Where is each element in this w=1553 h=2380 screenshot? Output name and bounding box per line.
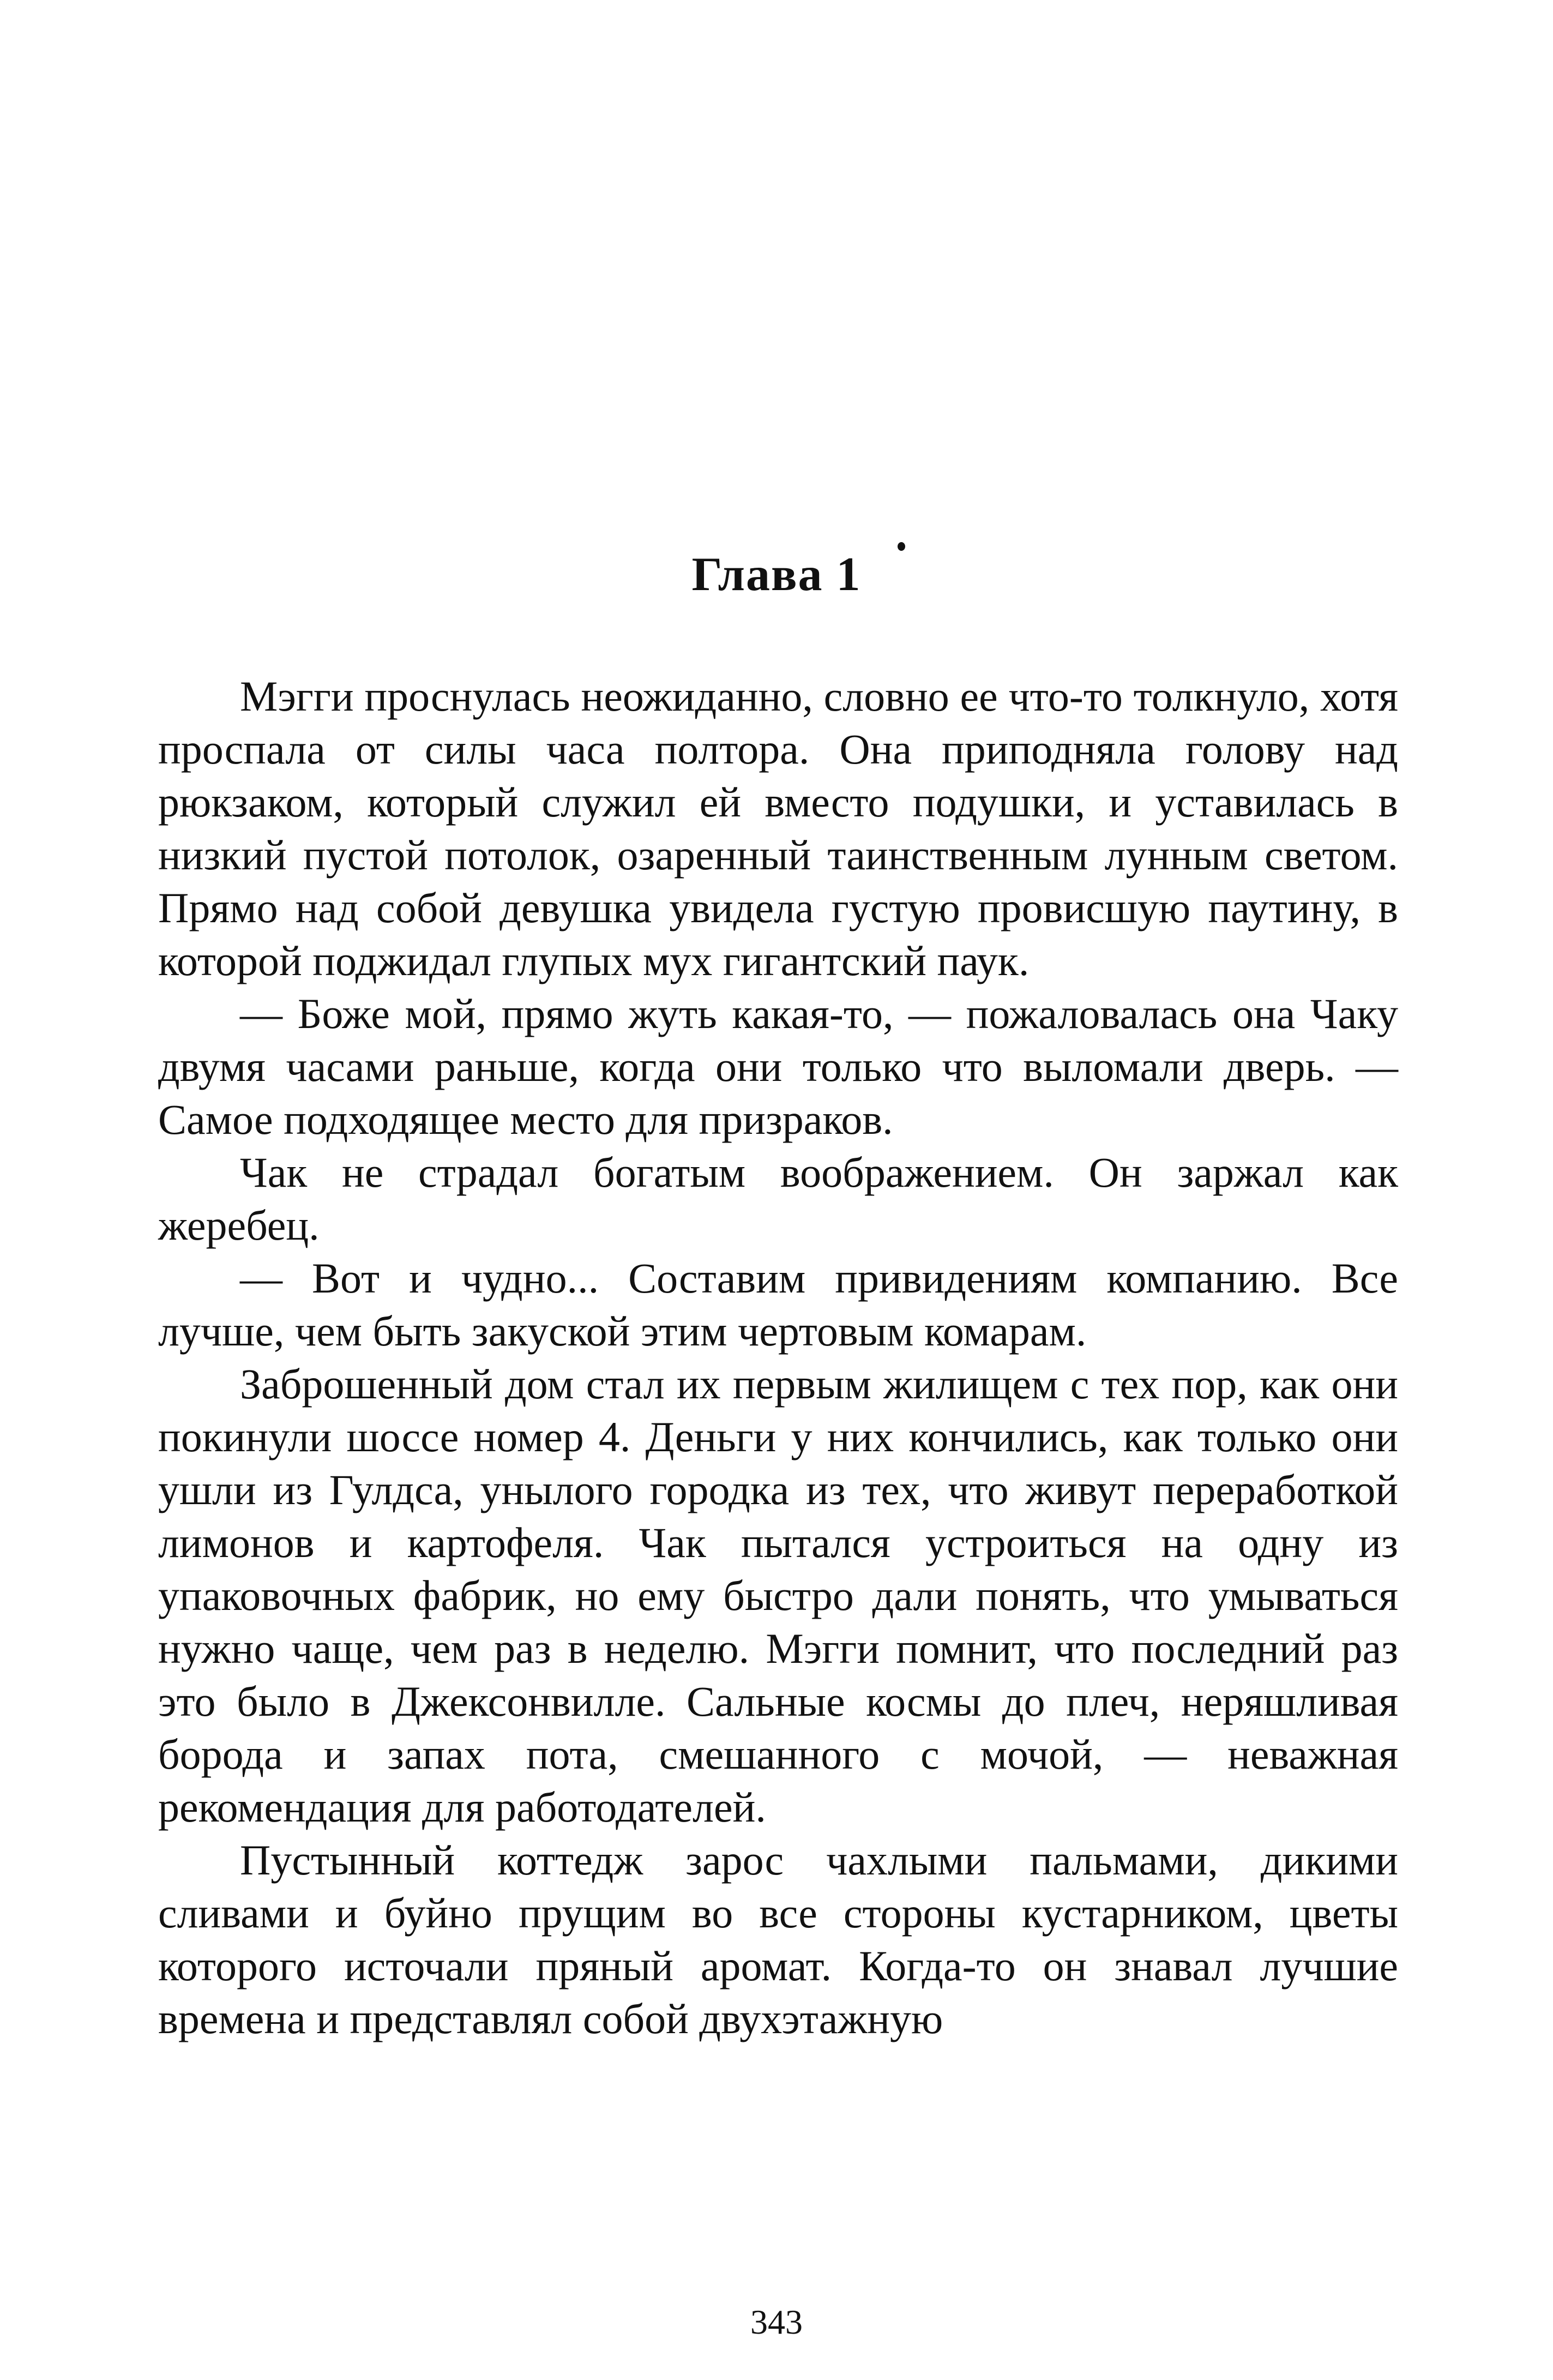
chapter-heading xyxy=(0,548,1553,601)
paragraph: — Боже мой, прямо жуть какая-то, — пожаловалась она Чаку двумя часами раньше, когда они только что выломали дверь. — Самое подходящее место для призраков. xyxy=(158,990,1398,1143)
paragraph: Заброшенный дом стал их первым жилищем с тех пор, как они покинули шоссе номер 4. Деньги у них кончились, как только они ушли из Гулдса, унылого городка из тех, что живут переработкой лимонов и картофеля. Чак пытался устроиться на одну из упаковочных фабрик, но ему быстро дали понять, что умываться нужно чаще, чем раз в неделю. Мэгги помнит, что последний раз это было в Джексонвилле. Сальные космы до плеч, неряшливая борода и запах пота, смешанного с мочой, — неважная рекомендация для работодателей. xyxy=(158,1360,1398,1831)
paragraph: Чак не страдал богатым воображением. Он заржал как жеребец. xyxy=(158,1149,1398,1249)
paragraph: Пустынный коттедж зарос чахлыми пальмами, дикими сливами и буйно прущим во все стороны кустарником, цветы которого источали пряный аромат. Когда-то он знавал лучшие времена и представлял собой двухэтажную xyxy=(158,1836,1398,2042)
print-speck xyxy=(898,542,905,551)
paragraph: — Вот и чудно... Составим привидениям компанию. Все лучше, чем быть закуской этим чертовым комарам. xyxy=(158,1254,1398,1355)
body-text xyxy=(158,670,1398,2045)
chapter-title-text: Глава 1 xyxy=(691,548,862,601)
paragraph: Мэгги проснулась неожиданно, словно ее что-то толкнуло, хотя проспала от силы часа полтора. Она приподняла голову над рюкзаком, который служил ей вместо подушки, и уставилась в низкий пустой потолок, озаренный таинственным лунным светом. Прямо над собой девушка увидела густую провисшую паутину, в которой поджидал глупых мух гигантский паук. xyxy=(158,672,1398,984)
page-number: 343 xyxy=(750,2303,803,2341)
